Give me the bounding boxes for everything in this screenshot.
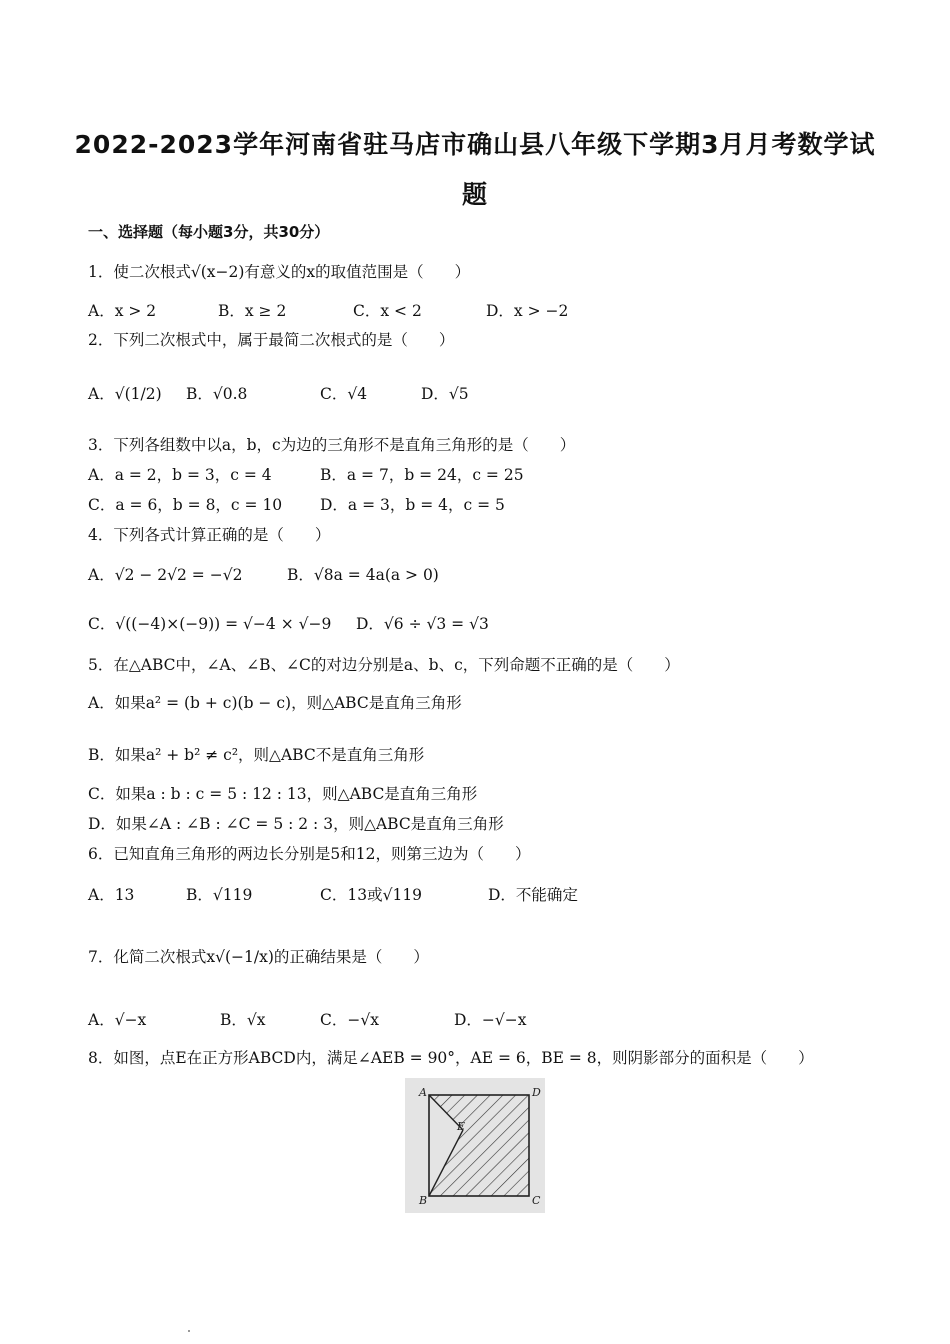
question-5-stem: 5．在△ABC中，∠A、∠B、∠C的对边分别是a、b、c，下列命题不正确的是（ ） — [88, 656, 680, 674]
question-4-stem: 4．下列各式计算正确的是（ ） — [88, 526, 331, 544]
question-8-stem: 8．如图，点E在正方形ABCD内，满足∠AEB = 90°，AE = 6，BE = 8，则阴影部分的面积是（ ） — [88, 1049, 814, 1067]
section-heading: 一、选择题（每小题3分，共30分） — [88, 223, 330, 241]
question-1-stem: 1．使二次根式√(x−2)有意义的x的取值范围是（ ） — [88, 263, 471, 281]
page-title-line2: 题 — [461, 180, 488, 209]
question-6-option-d: D．不能确定 — [488, 886, 578, 904]
question-4-option-c: C．√((−4)×(−9)) = √−4 × √−9 — [88, 615, 332, 633]
question-4-option-b: B．√8a = 4a(a > 0) — [287, 566, 439, 584]
question-6-option-c: C．13或√119 — [320, 886, 423, 904]
question-2-stem: 2．下列二次根式中，属于最简二次根式的是（ ） — [88, 331, 455, 349]
question-5-option-a: A．如果a² = (b + c)(b − c)，则△ABC是直角三角形 — [88, 694, 462, 712]
question-5-option-d: D．如果∠A : ∠B : ∠C = 5 : 2 : 3，则△ABC是直角三角形 — [88, 815, 504, 833]
square-figure-svg — [405, 1078, 545, 1213]
question-1-option-d: D．x > −2 — [486, 302, 569, 320]
question-1-option-c: C．x < 2 — [353, 302, 422, 320]
question-6-option-b: B．√119 — [186, 886, 253, 904]
page-title-line1: 2022-2023学年河南省驻马店市确山县八年级下学期3月月考数学试 — [74, 130, 876, 159]
label-b: B — [419, 1194, 428, 1207]
question-5-option-b: B．如果a² + b² ≠ c²，则△ABC不是直角三角形 — [88, 746, 425, 764]
question-4-option-a: A．√2 − 2√2 = −√2 — [88, 566, 243, 584]
question-4-option-d: D．√6 ÷ √3 = √3 — [356, 615, 489, 633]
question-2-option-d: D．√5 — [421, 385, 469, 403]
label-e: E — [457, 1120, 466, 1133]
square-figure — [405, 1078, 545, 1213]
question-3-option-a: A．a = 2，b = 3，c = 4 — [88, 466, 272, 484]
question-7-stem: 7．化简二次根式x√(−1/x)的正确结果是（ ） — [88, 948, 429, 966]
question-2-option-a: A．√(1/2) — [88, 385, 162, 403]
question-5-option-c: C．如果a : b : c = 5 : 12 : 13，则△ABC是直角三角形 — [88, 785, 478, 803]
label-c: C — [532, 1194, 541, 1207]
question-3-option-c: C．a = 6，b = 8，c = 10 — [88, 496, 283, 514]
question-2-option-c: C．√4 — [320, 385, 368, 403]
footer-mark — [188, 1330, 190, 1332]
label-a: A — [419, 1086, 427, 1099]
question-1-option-b: B．x ≥ 2 — [218, 302, 287, 320]
question-3-stem: 3．下列各组数中以a，b，c为边的三角形不是直角三角形的是（ ） — [88, 436, 576, 454]
question-3-option-d: D．a = 3，b = 4，c = 5 — [320, 496, 505, 514]
question-3-option-b: B．a = 7，b = 24，c = 25 — [320, 466, 524, 484]
label-d: D — [532, 1086, 541, 1099]
question-7-option-b: B．√x — [220, 1011, 266, 1029]
question-7-option-d: D．−√−x — [454, 1011, 527, 1029]
question-7-option-c: C．−√x — [320, 1011, 379, 1029]
question-6-stem: 6．已知直角三角形的两边长分别是5和12，则第三边为（ ） — [88, 845, 531, 863]
question-1-option-a: A．x > 2 — [88, 302, 157, 320]
question-7-option-a: A．√−x — [88, 1011, 147, 1029]
question-6-option-a: A．13 — [88, 886, 135, 904]
question-2-option-b: B．√0.8 — [186, 385, 248, 403]
